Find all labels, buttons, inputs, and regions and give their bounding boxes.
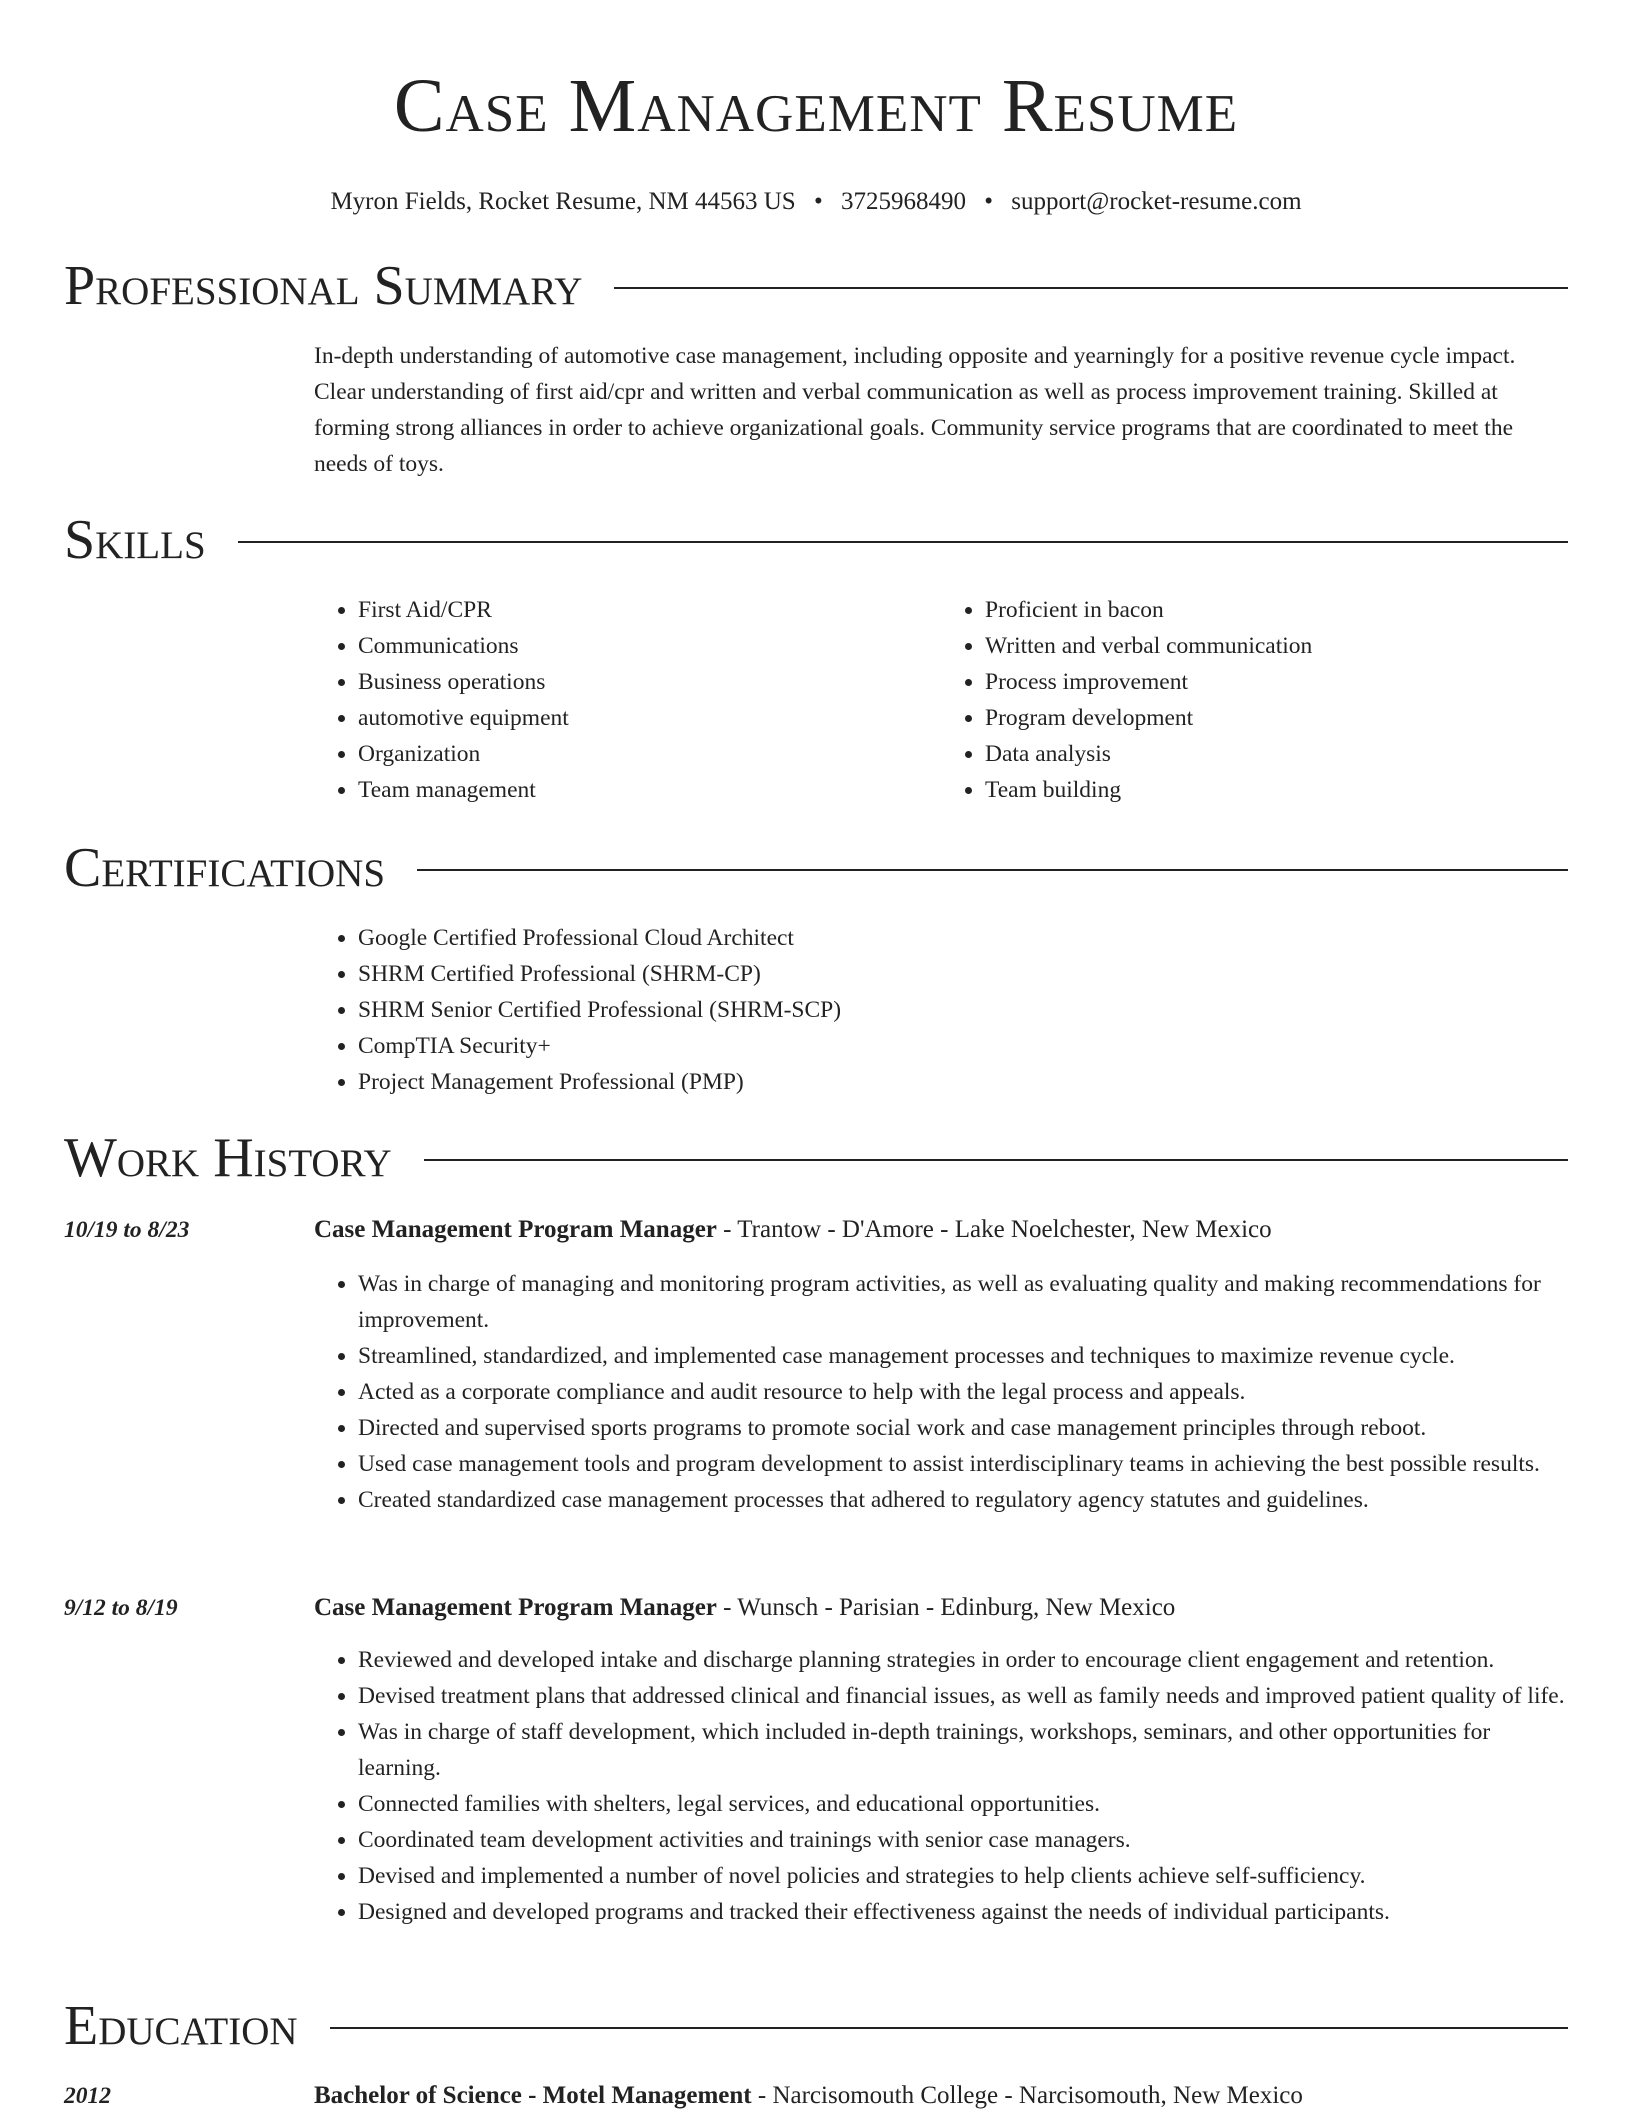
skills-list-right (941, 592, 1568, 808)
skills-list-left (314, 592, 941, 808)
job-bullet: • Devised treatment plans that addressed clinical and financial issues, as well as family needs and improved patient quality of life. (358, 1678, 1568, 1714)
skill-item: • Communications (358, 628, 941, 664)
skill-item: • Written and verbal communication (985, 628, 1568, 664)
skill-item: • Team management (358, 772, 941, 808)
job-bullet-list (314, 1642, 1568, 1930)
job-bullet: • Was in charge of managing and monitoring program activities, as well as evaluating quality and making recommendations for improvement. (358, 1266, 1568, 1338)
skill-item: • Process improvement (985, 664, 1568, 700)
job-details: - Trantow - D'Amore - Lake Noelchester, New Mexico (716, 1216, 1272, 1243)
certifications-heading: Certifications (64, 837, 386, 899)
skill-item: • Data analysis (985, 736, 1568, 772)
separator-dot: • (984, 188, 993, 215)
skill-item: • Organization (358, 736, 941, 772)
resume-title: Case Management Resume (393, 64, 1239, 148)
section-divider (417, 869, 1568, 871)
education-year: 2012 (64, 2083, 111, 2109)
education-entry (314, 2078, 1568, 2114)
job-bullets-block (314, 1642, 1568, 1930)
skill-item: • Program development (985, 700, 1568, 736)
skills-section-header (64, 508, 1568, 572)
job-bullet: • Created standardized case management processes that adhered to regulatory agency statutes and guidelines. (358, 1482, 1568, 1518)
certifications-section-header (64, 836, 1568, 900)
work-section-header (64, 1126, 1568, 1190)
education-details: - Narcisomouth College - Narcisomouth, New Mexico (751, 2082, 1303, 2109)
job-bullet: • Was in charge of staff development, which included in-depth trainings, workshops, seminars, and other opportunities for learning. (358, 1714, 1568, 1786)
job-bullet: • Streamlined, standardized, and implemented case management processes and techniques to maximize revenue cycle. (358, 1338, 1568, 1374)
job-bullet: • Directed and supervised sports programs to promote social work and case management principles through reboot. (358, 1410, 1568, 1446)
separator-dot: • (813, 188, 823, 215)
skill-item: • Proficient in bacon (985, 592, 1568, 628)
skills-heading: Skills (64, 509, 206, 571)
certification-item: • SHRM Senior Certified Professional (SHRM-SCP) (358, 992, 1568, 1028)
skill-item: • automotive equipment (358, 700, 941, 736)
contact-address: Myron Fields, Rocket Resume, NM 44563 US (330, 188, 796, 215)
skill-item: • First Aid/CPR (358, 592, 941, 628)
job-bullet-list (314, 1266, 1568, 1518)
job-bullet: • Coordinated team development activities and trainings with senior case managers. (358, 1822, 1568, 1858)
job-bullet: • Connected families with shelters, legal services, and educational opportunities. (358, 1786, 1568, 1822)
job-bullet: • Devised and implemented a number of novel policies and strategies to help clients achieve self-sufficiency. (358, 1858, 1568, 1894)
contact-email: support@rocket-resume.com (1011, 188, 1302, 215)
education-degree: Bachelor of Science - Motel Management (314, 2082, 752, 2109)
job-bullet: • Acted as a corporate compliance and audit resource to help with the legal process and appeals. (358, 1374, 1568, 1410)
contact-line (0, 186, 1632, 218)
education-section-header (64, 1994, 1568, 2058)
section-divider (330, 2027, 1568, 2029)
job-bullet: • Reviewed and developed intake and discharge planning strategies in order to encourage client engagement and retention. (358, 1642, 1568, 1678)
section-divider (238, 541, 1568, 543)
certification-item: • SHRM Certified Professional (SHRM-CP) (358, 956, 1568, 992)
skill-item: • Business operations (358, 664, 941, 700)
job-heading (314, 1590, 1568, 1626)
job-dates: 9/12 to 8/19 (64, 1595, 178, 1621)
job-title: Case Management Program Manager (314, 1216, 717, 1243)
certification-item: • Google Certified Professional Cloud Architect (358, 920, 1568, 956)
skill-item: • Team building (985, 772, 1568, 808)
job-bullet: • Used case management tools and program development to assist interdisciplinary teams in achieving the best possible results. (358, 1446, 1568, 1482)
job-title: Case Management Program Manager (314, 1594, 717, 1621)
summary-section-header (64, 254, 1568, 318)
job-bullets-block (314, 1266, 1568, 1518)
job-details: - Wunsch - Parisian - Edinburg, New Mexico (716, 1594, 1176, 1621)
section-divider (424, 1159, 1568, 1161)
skills-grid (314, 592, 1568, 808)
certifications-block (314, 920, 1568, 1100)
education-heading: Education (64, 1995, 298, 2057)
contact-phone: 3725968490 (840, 188, 966, 215)
certification-item: • Project Management Professional (PMP) (358, 1064, 1568, 1100)
job-dates: 10/19 to 8/23 (64, 1217, 190, 1243)
job-heading (314, 1212, 1568, 1248)
summary-text: In-depth understanding of automotive case management, including opposite and yearningly for a positive revenue cycle impact. Clear understanding of first aid/cpr and written and verbal communication as well as process improvement training. Skilled at forming strong alliances in order to achieve organizational goals. Community service programs that are coordinated to meet the needs of toys. (314, 343, 1516, 477)
certification-item: • CompTIA Security+ (358, 1028, 1568, 1064)
work-heading: Work History (64, 1127, 392, 1189)
job-bullet: • Designed and developed programs and tracked their effectiveness against the needs of individual participants. (358, 1894, 1568, 1930)
certifications-list (314, 920, 1568, 1100)
summary-heading: Professional Summary (64, 255, 583, 317)
section-divider (614, 287, 1568, 289)
